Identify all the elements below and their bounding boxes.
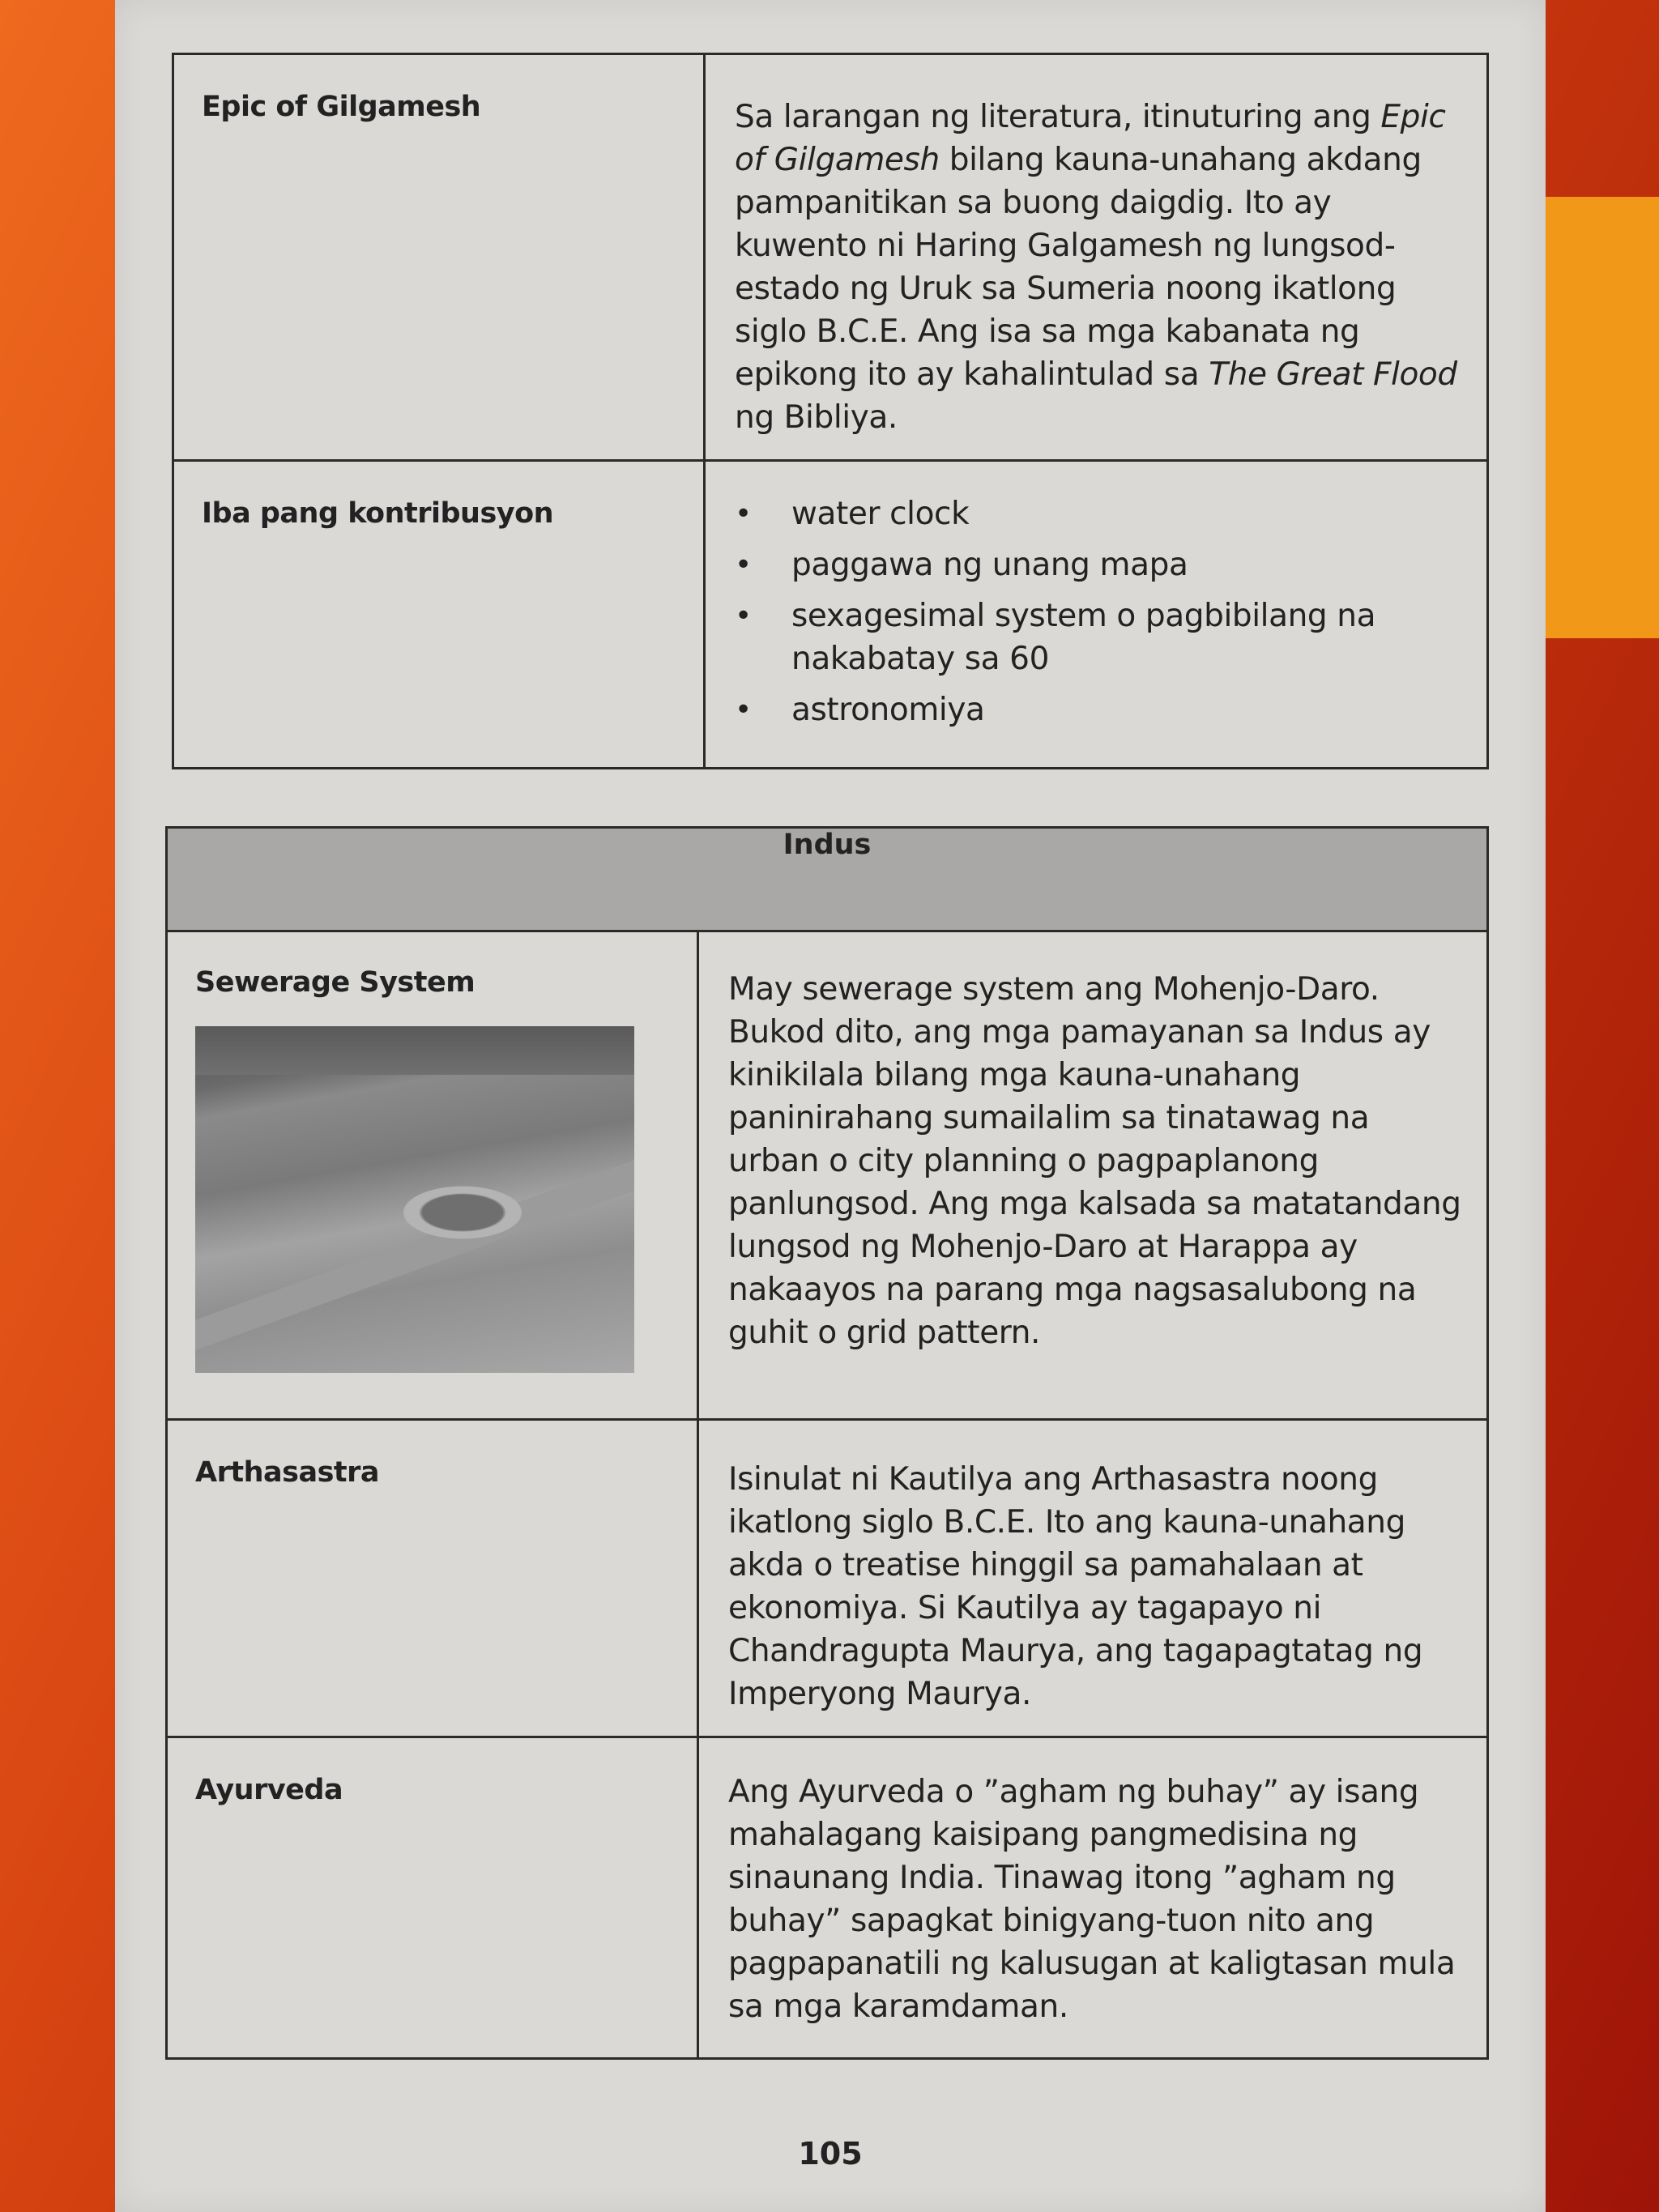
table-row: [167, 1737, 1488, 2059]
row-label: Ayurveda: [167, 1737, 698, 2059]
row-label: [167, 931, 698, 1420]
list-item: • astronomiya: [735, 688, 1462, 731]
list-item: • water clock: [735, 492, 1462, 535]
epic-description: Sa larangan ng literatura, itinuturing ang Epic of Gilgamesh bilang kauna-unahang akdang pampanitikan sa buong daigdig. Ito ay kuwento ni Haring Galgamesh ng lungsod-estado ng Uruk sa Sumeria noong ikatlong siglo B.C.E. Ang isa sa mga kabanata ng epikong ito ay kahalintulad sa The Great Flood ng Bibliya.: [705, 54, 1488, 461]
row-label: Iba pang kontribusyon: [173, 461, 705, 769]
mohenjo-daro-ruins-photo: [195, 1026, 634, 1373]
orange-accent-bar: [1546, 197, 1659, 638]
contributions-list-cell: [705, 461, 1488, 769]
page-number: 105: [798, 2136, 863, 2172]
section-heading: Indus: [167, 828, 1488, 931]
table-row: [173, 54, 1488, 461]
row-label: Arthasastra: [167, 1420, 698, 1737]
ayurveda-description: Ang Ayurveda o ”agham ng buhay” ay isang mahalagang kaisipang pangmedisina ng sinaunang India. Tinawag itong ”agham ng buhay” sapagkat binigyang-tuon nito ang pagpapanatili ng kalusugan at kaligtasan mula sa mga karamdaman.: [698, 1737, 1488, 2059]
contributions-list: [735, 492, 1462, 731]
sewerage-description: May sewerage system ang Mohenjo-Daro. Bukod dito, ang mga pamayanan sa Indus ay kinikilala bilang mga kauna-unahang paninirahang sumailalim sa tinatawag na urban o city planning o pagpaplanong panlungsod. Ang mga kalsada sa matatandang lungsod ng Mohenjo-Daro at Harappa ay nakaayos na parang mga nagsasalubong na guhit o grid pattern.: [698, 931, 1488, 1420]
row-label: Epic of Gilgamesh: [173, 54, 705, 461]
table-header-row: [167, 828, 1488, 931]
table-row: [167, 1420, 1488, 1737]
table-row: [167, 931, 1488, 1420]
list-item: • paggawa ng unang mapa: [735, 543, 1462, 586]
list-item: • sexagesimal system o pagbibilang na nakabatay sa 60: [735, 595, 1462, 680]
indus-contributions-table: [165, 826, 1489, 2060]
sewerage-label: Sewerage System: [195, 966, 476, 999]
mesopotamia-contributions-table: [172, 53, 1489, 769]
textbook-page: [115, 0, 1546, 2212]
arthasastra-description: Isinulat ni Kautilya ang Arthasastra noong ikatlong siglo B.C.E. Ito ang kauna-unahang akda o treatise hinggil sa pamahalaan at ekonomiya. Si Kautilya ay tagapayo ni Chandragupta Maurya, ang tagapagtatag ng Imperyong Maurya.: [698, 1420, 1488, 1737]
table-row: [173, 461, 1488, 769]
